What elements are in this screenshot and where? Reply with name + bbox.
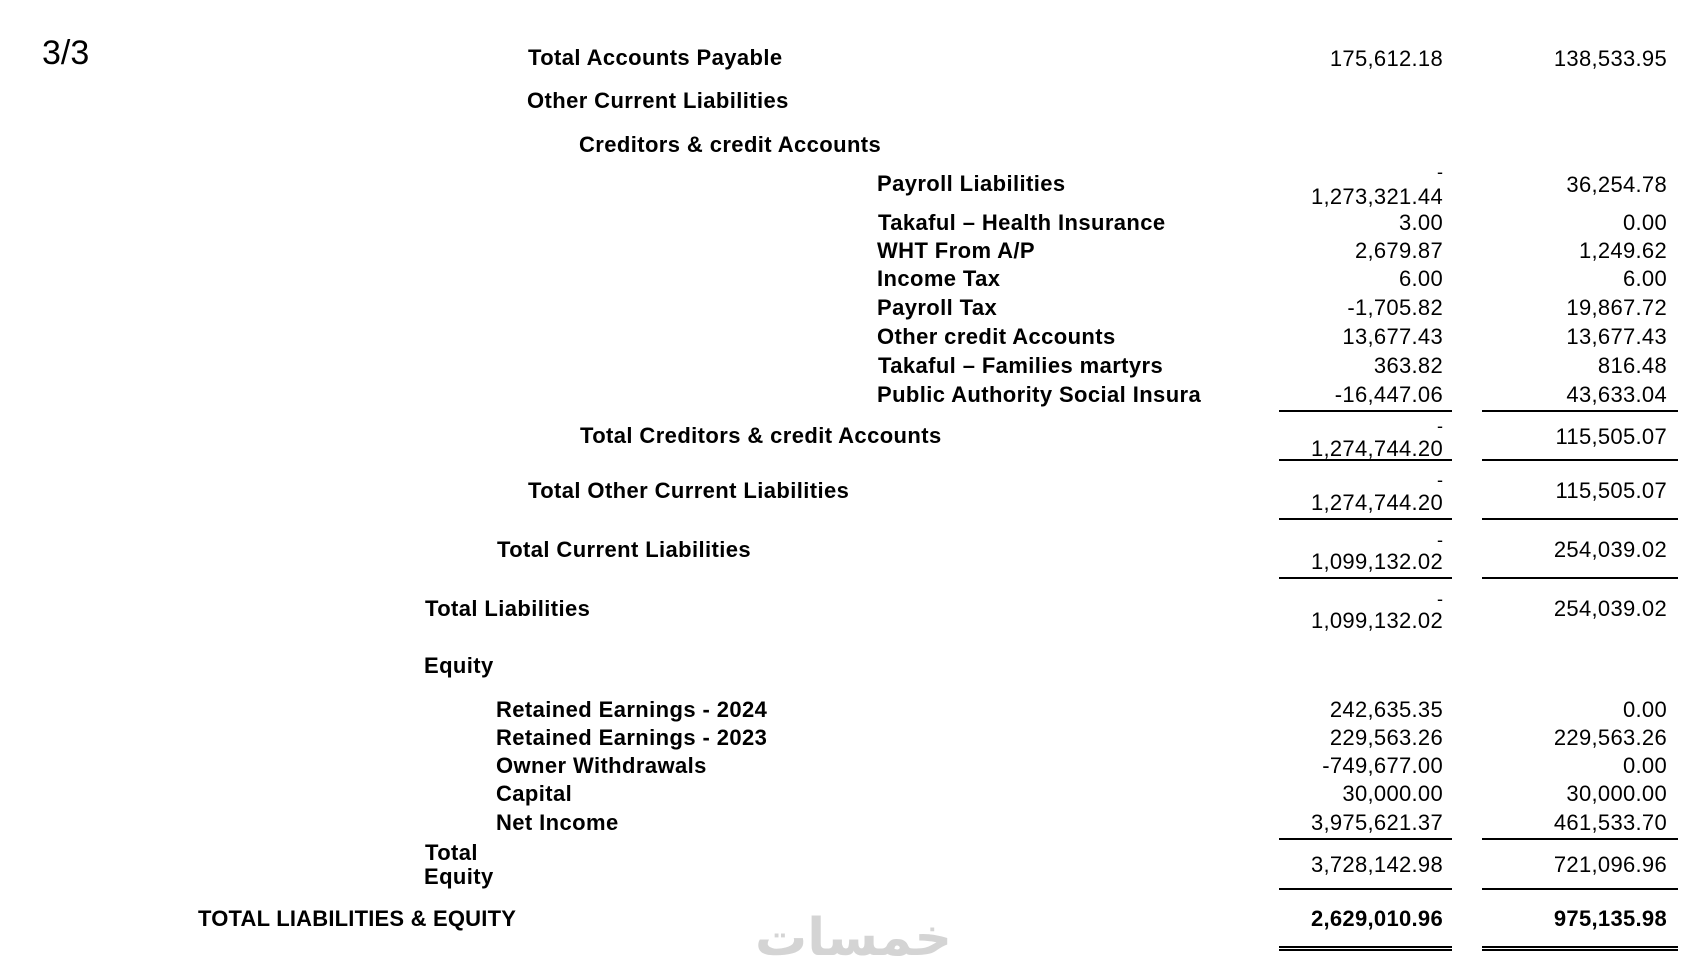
- row-label-takaful-families: Takaful – Families martyrs: [878, 353, 1164, 378]
- value-col1: -749,677.00: [1322, 753, 1443, 778]
- row-label-pasi: Public Authority Social Insura: [877, 382, 1202, 407]
- row-label-total-current-liabilities: Total Current Liabilities: [497, 537, 752, 562]
- value-col1: 3,975,621.37: [1310, 810, 1443, 835]
- value-col1: 3,728,142.98: [1310, 852, 1443, 877]
- value-col1: 1,274,744.20: [1310, 436, 1443, 461]
- subtotal-rule: [1482, 518, 1678, 520]
- negative-dash: -: [1437, 416, 1443, 436]
- subtotal-rule: [1279, 888, 1452, 890]
- row-label-equity: Equity: [424, 653, 494, 678]
- grand-total-double-rule: [1482, 946, 1678, 951]
- row-label-re-2024: Retained Earnings - 2024: [496, 697, 768, 722]
- row-label-other-credit: Other credit Accounts: [877, 324, 1116, 349]
- row-label-total-creditors: Total Creditors & credit Accounts: [580, 423, 942, 448]
- value-col1: 242,635.35: [1329, 697, 1443, 722]
- value-col1: 3.00: [1398, 210, 1443, 235]
- row-label-total-other-cl: Total Other Current Liabilities: [528, 478, 850, 503]
- page-number: 3/3: [42, 34, 90, 72]
- subtotal-rule: [1482, 410, 1678, 412]
- value-col2: 0.00: [1622, 697, 1667, 722]
- row-label-takaful-health: Takaful – Health Insurance: [878, 210, 1166, 235]
- negative-dash: -: [1437, 162, 1443, 182]
- row-label-creditors: Creditors & credit Accounts: [579, 132, 882, 157]
- value-col1: 1,273,321.44: [1310, 184, 1443, 209]
- subtotal-rule: [1482, 577, 1678, 579]
- value-col1: 1,099,132.02: [1310, 549, 1443, 574]
- value-col2: 0.00: [1622, 753, 1667, 778]
- grand-total-col1: 2,629,010.96: [1310, 906, 1443, 931]
- negative-dash: -: [1437, 589, 1443, 609]
- subtotal-rule: [1482, 459, 1678, 461]
- row-label-total-equity-line1: Total: [425, 840, 478, 865]
- row-label-capital: Capital: [496, 781, 573, 806]
- subtotal-rule: [1279, 518, 1452, 520]
- value-col1: 363.82: [1373, 353, 1443, 378]
- value-col1: 1,274,744.20: [1310, 490, 1443, 515]
- row-label-wht: WHT From A/P: [877, 238, 1035, 263]
- value-col2: 0.00: [1622, 210, 1667, 235]
- value-col2: 721,096.96: [1553, 852, 1667, 877]
- row-label-total-liabilities-equity: TOTAL LIABILITIES & EQUITY: [198, 906, 517, 931]
- row-label-payroll-liabilities: Payroll Liabilities: [877, 171, 1066, 196]
- negative-dash: -: [1437, 470, 1443, 490]
- value-col2: 6.00: [1622, 266, 1667, 291]
- value-col2: 43,633.04: [1566, 382, 1667, 407]
- value-col1: 229,563.26: [1329, 725, 1443, 750]
- value-col2: 229,563.26: [1553, 725, 1667, 750]
- subtotal-rule: [1279, 577, 1452, 579]
- row-label-owner-withdrawals: Owner Withdrawals: [496, 753, 707, 778]
- value-col2: 115,505.07: [1555, 424, 1667, 449]
- value-col2: 19,867.72: [1566, 295, 1667, 320]
- row-label-total-equity-line2: Equity: [424, 864, 494, 889]
- row-label-re-2023: Retained Earnings - 2023: [496, 725, 768, 750]
- value-col2: 36,254.78: [1566, 172, 1667, 197]
- negative-dash: -: [1437, 530, 1443, 550]
- grand-total-double-rule: [1279, 946, 1452, 951]
- value-col2: 30,000.00: [1566, 781, 1667, 806]
- value-col2: 461,533.70: [1553, 810, 1667, 835]
- row-label-other-current-liabilities: Other Current Liabilities: [527, 88, 789, 113]
- watermark-logo: خمسات: [755, 909, 953, 967]
- subtotal-rule: [1279, 410, 1452, 412]
- value-col1: 30,000.00: [1342, 781, 1443, 806]
- subtotal-rule: [1279, 838, 1452, 840]
- value-col2: 1,249.62: [1578, 238, 1667, 263]
- row-label-net-income: Net Income: [496, 810, 619, 835]
- row-label-total-accounts-payable: Total Accounts Payable: [528, 45, 783, 70]
- value-col1: 1,099,132.02: [1310, 608, 1443, 633]
- row-label-total-liabilities: Total Liabilities: [425, 596, 591, 621]
- value-col1: 13,677.43: [1342, 324, 1443, 349]
- value-col1: -16,447.06: [1334, 382, 1443, 407]
- row-label-payroll-tax: Payroll Tax: [877, 295, 998, 320]
- value-col1: 6.00: [1398, 266, 1443, 291]
- value-col1: 175,612.18: [1329, 46, 1443, 71]
- row-label-income-tax: Income Tax: [877, 266, 1001, 291]
- value-col1: 2,679.87: [1354, 238, 1443, 263]
- subtotal-rule: [1482, 888, 1678, 890]
- subtotal-rule: [1482, 838, 1678, 840]
- value-col2: 13,677.43: [1566, 324, 1667, 349]
- subtotal-rule: [1279, 459, 1452, 461]
- value-col2: 254,039.02: [1553, 537, 1667, 562]
- value-col2: 816.48: [1597, 353, 1667, 378]
- value-col2: 115,505.07: [1555, 478, 1667, 503]
- grand-total-col2: 975,135.98: [1553, 906, 1667, 931]
- value-col2: 254,039.02: [1553, 596, 1667, 621]
- value-col2: 138,533.95: [1553, 46, 1667, 71]
- value-col1: -1,705.82: [1347, 295, 1443, 320]
